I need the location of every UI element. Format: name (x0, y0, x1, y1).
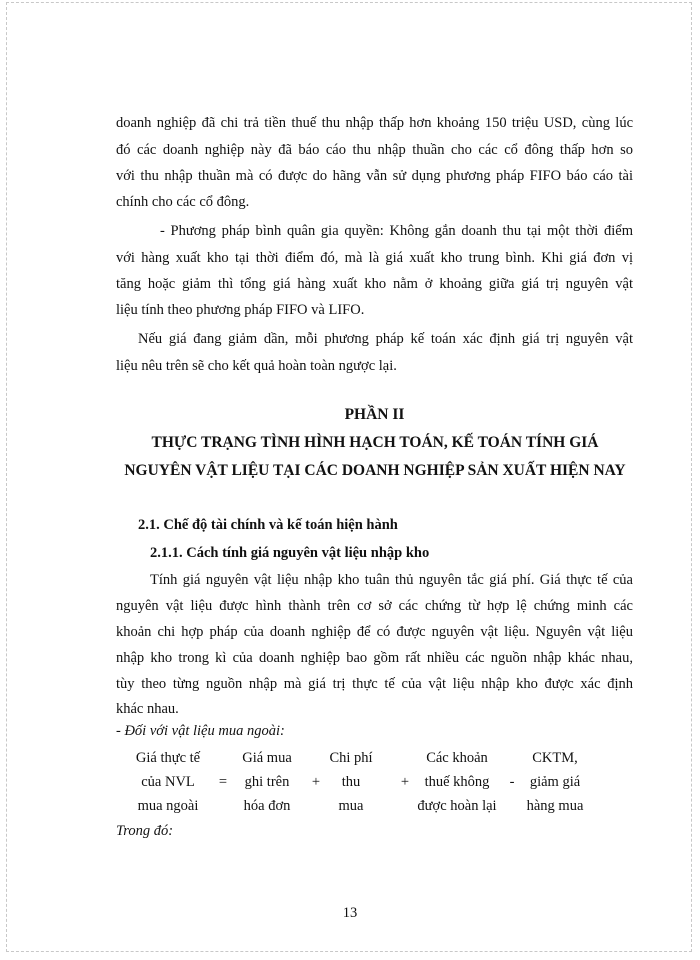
page-number: 13 (342, 905, 358, 921)
case-label-purchased-materials: - Đối với vật liệu mua ngoài: (116, 723, 285, 739)
formula-r3-purchase: mua (338, 798, 364, 814)
paragraph3-line-1: Nếu giá đang giảm dần, mỗi phương pháp kế toán xác định giá trị nguyên vật (138, 331, 633, 347)
paragraph2-line-4: liệu tính theo phương pháp FIFO và LIFO. (116, 302, 365, 318)
formula-r3-invoice: hóa đơn (243, 798, 291, 814)
formula-r3-purchased: mua ngoài (137, 798, 199, 814)
formula-r1-cost: Chi phí (329, 750, 373, 766)
paragraph2-line-3: tăng hoặc giảm thì tổng giá hàng xuất kho nằm ở khoảng giữa giá trị nguyên vật (116, 276, 633, 292)
formula-plus-sign-1: + (311, 774, 321, 790)
paragraph2-line-1: - Phương pháp bình quân gia quyền: Không gắn doanh thu tại một thời điểm (160, 223, 633, 239)
formula-r2-of-nvl: của NVL (141, 774, 195, 790)
part-title-line-1: THỰC TRẠNG TÌNH HÌNH HẠCH TOÁN, KẾ TOÁN TÍNH GIÁ (151, 434, 599, 451)
paragraph3-line-2: liệu nêu trên sẽ cho kết quả hoàn toàn ngược lại. (116, 358, 397, 374)
section-2-1-heading: 2.1. Chế độ tài chính và kế toán hiện hành (138, 517, 398, 533)
paragraph4-line-1: Tính giá nguyên vật liệu nhập kho tuân thủ nguyên tắc giá phí. Giá thực tế của (150, 572, 633, 588)
formula-r1-actual-price: Giá thực tế (135, 750, 201, 766)
paragraph1-line-2: đó các doanh nghiệp này đã báo cáo thu nhập thuần cho các cổ đông thấp hơn so (116, 142, 633, 158)
part-number-heading: PHẦN II (344, 406, 405, 423)
formula-r3-refunded: được hoàn lại (417, 798, 497, 814)
formula-equals-sign: = (218, 774, 228, 790)
paragraph1-line-1: doanh nghiệp đã chi trả tiền thuế thu nhập thấp hơn khoảng 150 triệu USD, cùng lúc (116, 115, 633, 131)
paragraph4-line-5: tùy theo từng nguồn nhập mà giá trị thực tế của vật liệu nhập kho được xác định (116, 676, 633, 692)
formula-r1-discount: CKTM, (532, 750, 578, 766)
formula-r1-purchase-price: Giá mua (242, 750, 292, 766)
formula-minus-sign: - (509, 774, 515, 790)
formula-r1-items: Các khoản (426, 750, 488, 766)
formula-plus-sign-2: + (400, 774, 410, 790)
formula-r3-goods-purchased: hàng mua (526, 798, 584, 814)
paragraph2-line-2: với hàng xuất kho tại thời điểm đó, mà là giá xuất kho trung bình. Khi giá đơn vị (116, 250, 633, 266)
in-which-label: Trong đó: (116, 823, 174, 839)
formula-r2-purchasing: thu (341, 774, 361, 790)
paragraph1-line-4: chính cho các cổ đông. (116, 194, 250, 210)
section-2-1-1-heading: 2.1.1. Cách tính giá nguyên vật liệu nhập kho (150, 545, 430, 561)
paragraph4-line-3: khoản chi hợp pháp của doanh nghiệp để có được nguyên vật liệu. Nguyên vật liệu (116, 624, 633, 640)
part-title-line-2: NGUYÊN VẬT LIỆU TẠI CÁC DOANH NGHIỆP SẢN XUẤT HIỆN NAY (124, 462, 626, 479)
paragraph4-line-4: nhập kho trong kì của doanh nghiệp bao gồm rất nhiều các nguồn nhập khác nhau, (116, 650, 633, 666)
formula-r2-non-refundable-tax: thuế không (424, 774, 490, 790)
formula-r2-recorded-on: ghi trên (244, 774, 290, 790)
paragraph4-line-6: khác nhau. (116, 701, 179, 717)
formula-r2-price-reduction: giảm giá (529, 774, 581, 790)
paragraph4-line-2: nguyên vật liệu được hình thành trên cơ sở các chứng từ hợp lệ chứng minh các (116, 598, 633, 614)
paragraph1-line-3: với thu nhập thuần mà có được do hãng vẫn sử dụng phương pháp FIFO báo cáo tài (116, 168, 633, 184)
